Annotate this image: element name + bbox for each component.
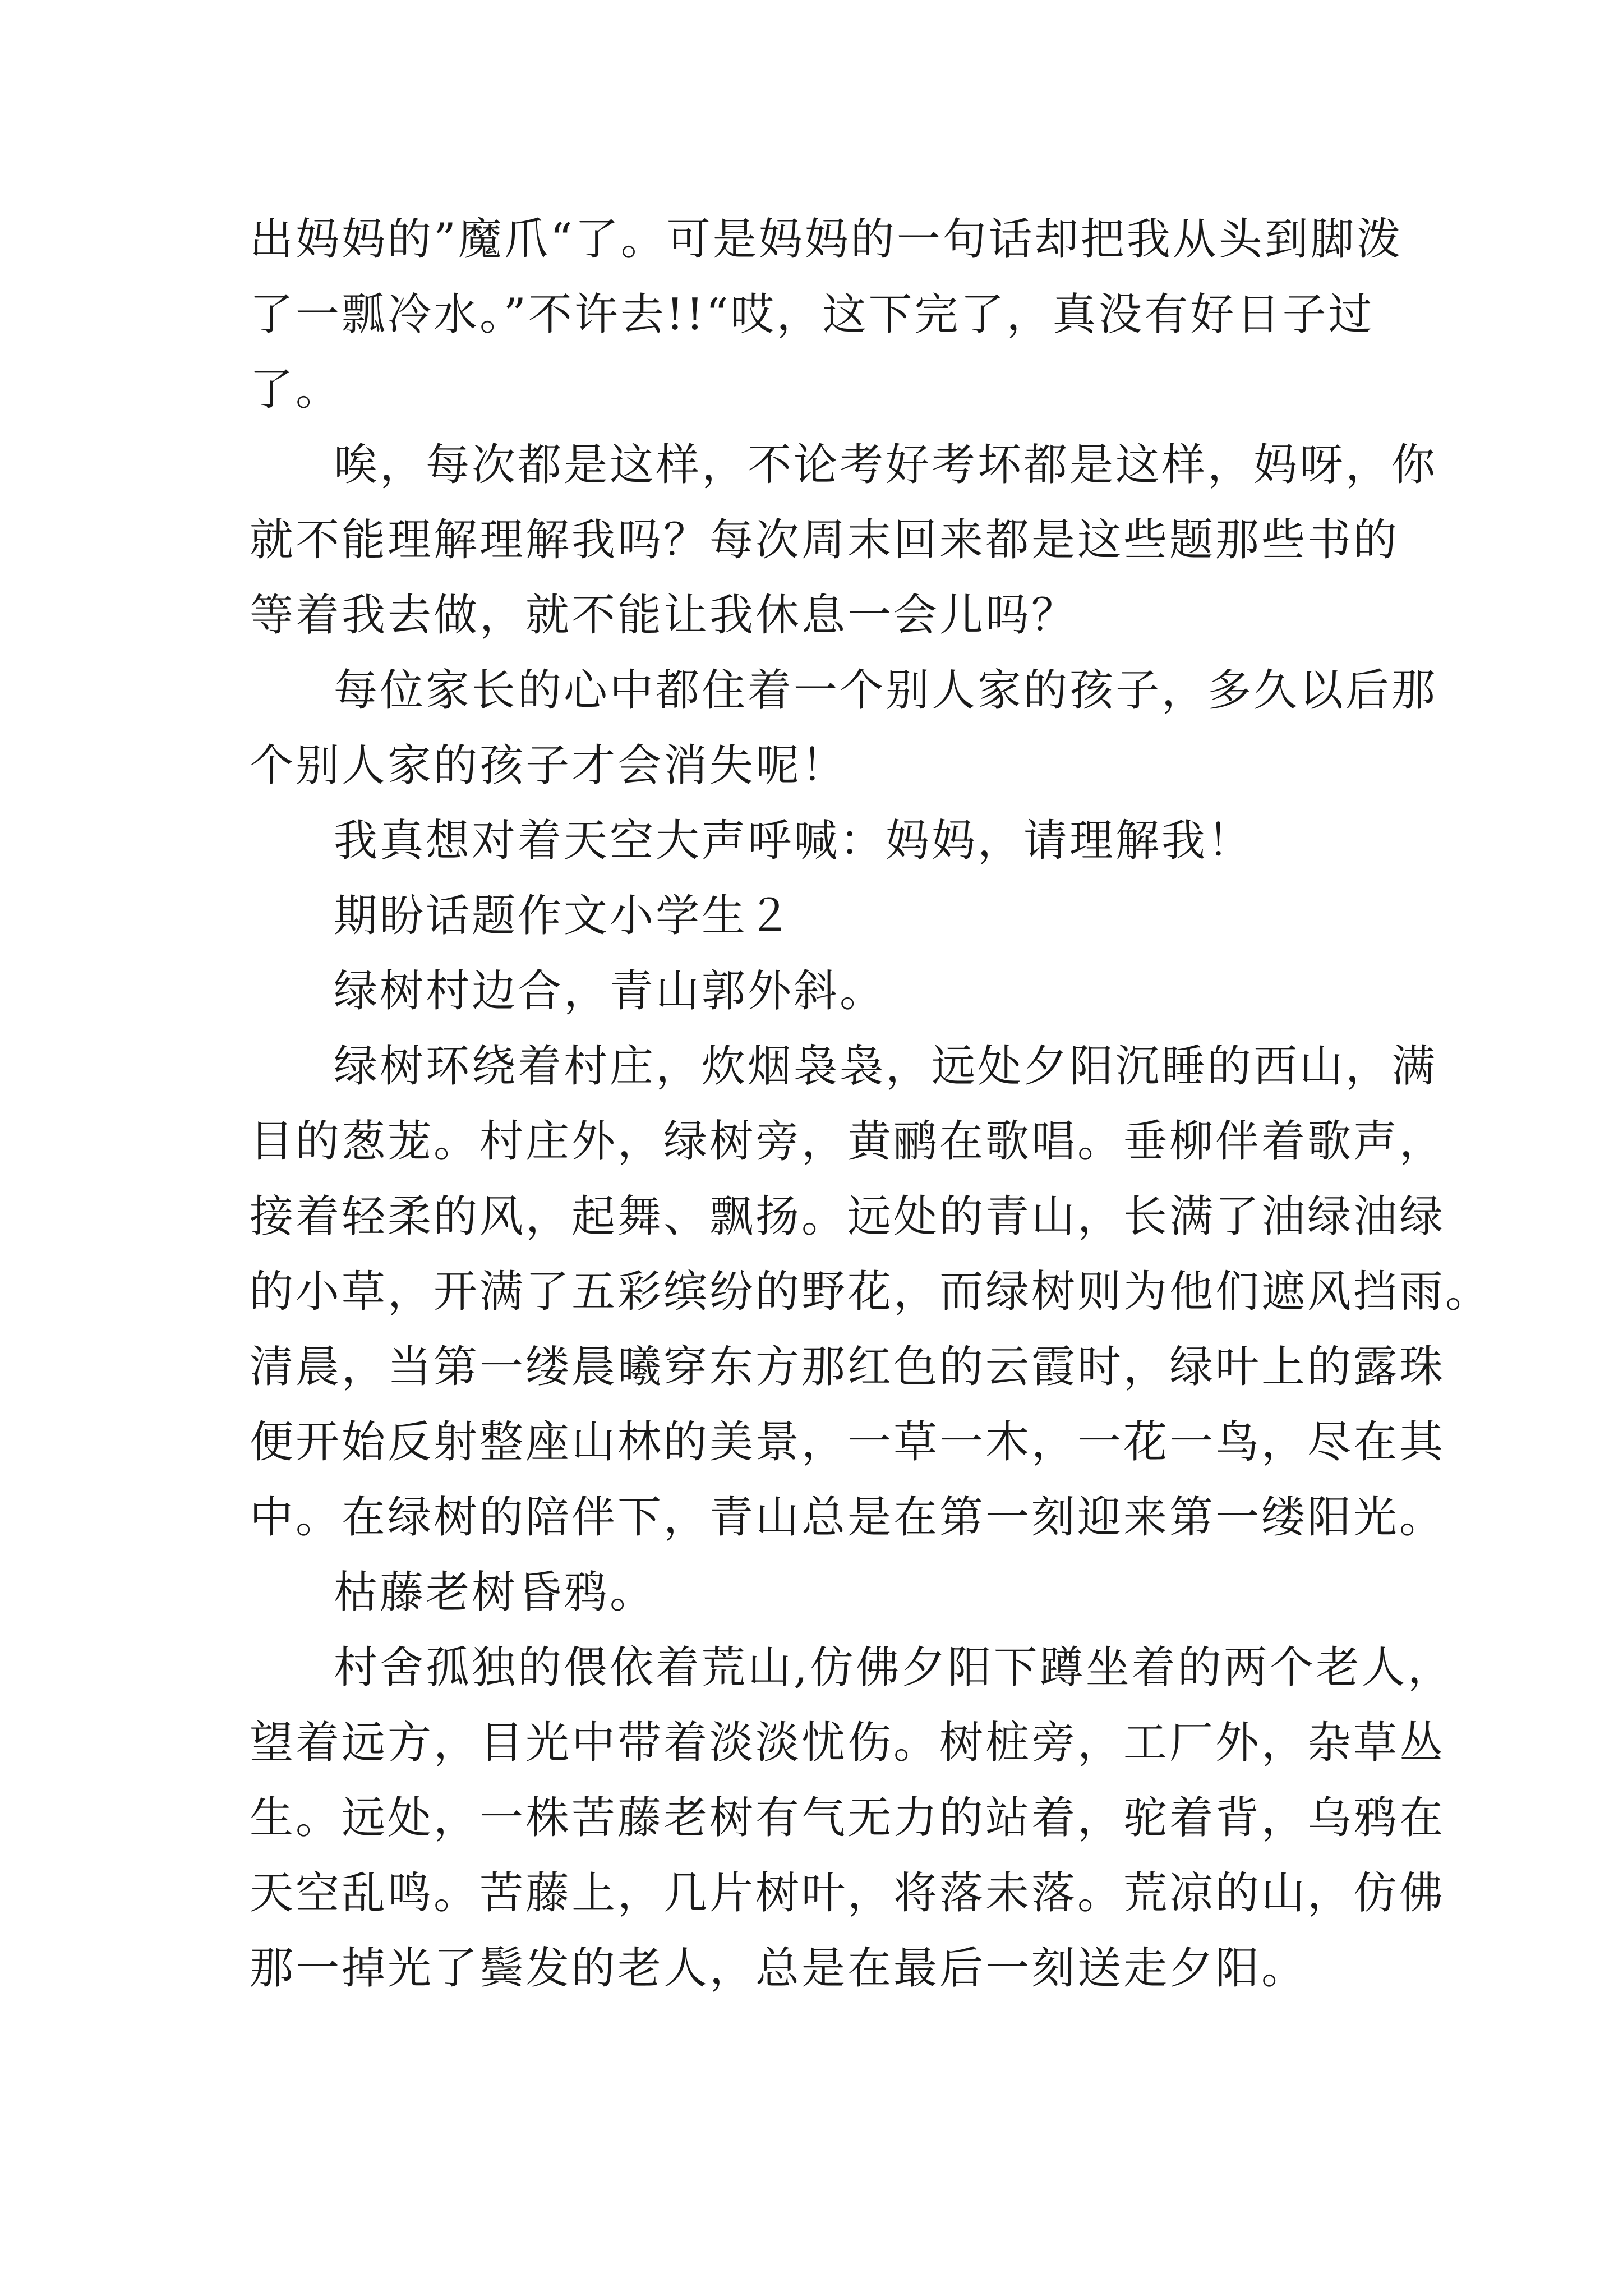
paragraph-start: 枯藤老树昏鸦。 <box>334 1567 656 1618</box>
text-line: 清晨，当第一缕晨曦穿东方那红色的云霞时，绿叶上的露珠 <box>250 1342 1446 1392</box>
paragraph-start: 唉，每次都是这样，不论考好考坏都是这样，妈呀，你 <box>334 440 1438 490</box>
text-line: 目的葱茏。村庄外，绿树旁，黄鹂在歌唱。垂柳伴着歌声， <box>250 1116 1446 1167</box>
paragraph-start: 我真想对着天空大声呼喊：妈妈，请理解我！ <box>334 816 1254 866</box>
body-text <box>250 202 1492 2006</box>
text-line: 了。 <box>250 365 342 415</box>
text-line: 就不能理解理解我吗？每次周末回来都是这些题那些书的 <box>250 515 1400 565</box>
text-line: 中。在绿树的陪伴下，青山总是在第一刻迎来第一缕阳光。 <box>250 1492 1446 1543</box>
paragraph-start: 绿树村边合，青山郭外斜。 <box>334 966 886 1016</box>
text-line: 接着轻柔的风，起舞、飘扬。远处的青山，长满了油绿油绿 <box>250 1191 1446 1242</box>
paragraph-start: 村舍孤独的偎依着荒山,仿佛夕阳下蹲坐着的两个老人， <box>334 1642 1454 1693</box>
text-line: 望着远方，目光中带着淡淡忧伤。树桩旁，工厂外，杂草丛 <box>250 1718 1446 1768</box>
section-heading: 期盼话题作文小学生２ <box>334 891 794 941</box>
text-line: 那一掉光了鬓发的老人，总是在最后一刻送走夕阳。 <box>250 1943 1308 1994</box>
text-line: 的小草，开满了五彩缤纷的野花，而绿树则为他们遮风挡雨。 <box>250 1267 1492 1317</box>
text-line: 了一瓢冷水。”不许去!!“哎，这下完了，真没有好日子过 <box>250 289 1375 340</box>
text-line: 天空乱鸣。苦藤上，几片树叶，将落未落。荒凉的山，仿佛 <box>250 1868 1446 1918</box>
text-line: 出妈妈的”魔爪“了。可是妈妈的一句话却把我从头到脚泼 <box>250 214 1403 265</box>
text-line: 生。远处，一株苦藤老树有气无力的站着，驼着背，乌鸦在 <box>250 1793 1446 1843</box>
paragraph-start: 绿树环绕着村庄，炊烟袅袅，远处夕阳沉睡的西山，满 <box>334 1041 1438 1092</box>
text-line: 等着我去做，就不能让我休息一会儿吗？ <box>250 590 1078 641</box>
text-line: 便开始反射整座山林的美景，一草一木，一花一鸟，尽在其 <box>250 1417 1446 1467</box>
text-line: 个别人家的孩子才会消失呢！ <box>250 740 848 791</box>
paragraph-start: 每位家长的心中都住着一个别人家的孩子，多久以后那 <box>334 665 1438 716</box>
